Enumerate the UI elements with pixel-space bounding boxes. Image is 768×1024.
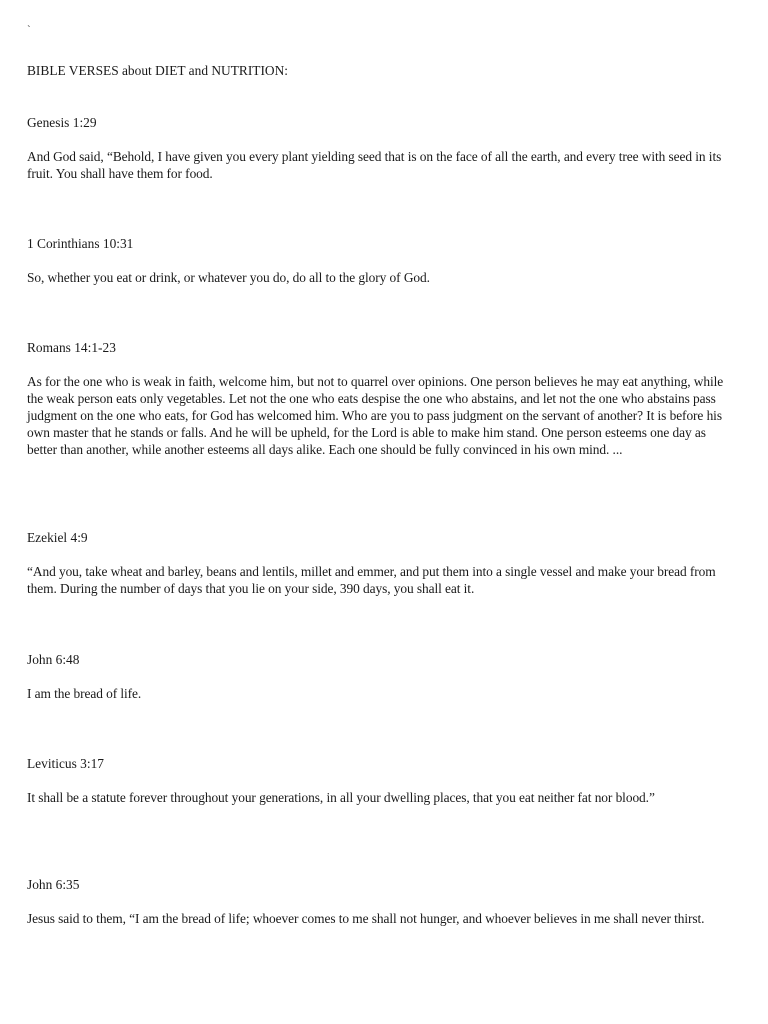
verse-reference: 1 Corinthians 10:31 xyxy=(27,236,134,251)
verse-reference: Ezekiel 4:9 xyxy=(27,530,88,545)
verse-text: “And you, take wheat and barley, beans and lentils, millet and emmer, and put them into a single vessel and make your bread from them. During the number of days that you lie on your side, 390 days, you shall eat it. xyxy=(27,564,716,596)
verse-reference: Romans 14:1-23 xyxy=(27,340,116,355)
verse-block xyxy=(27,114,739,182)
verse-text: As for the one who is weak in faith, welcome him, but not to quarrel over opinions. One person believes he may eat anything, while the weak person eats only vegetables. Let not the one who eats despise the one who abstains, and let not the one who abstains pass judgment on the one who eats, for God has welcomed him. Who are you to pass judgment on the servant of another? It is before his own master that he stands or falls. And he will be upheld, for the Lord is able to make him stand. One person esteems one day as better than another, while another esteems all days alike. Each one should be fully convinced in his own mind. ... xyxy=(27,374,724,457)
verse-reference: John 6:48 xyxy=(27,652,80,667)
verse-text: And God said, “Behold, I have given you every plant yielding seed that is on the face of all the earth, and every tree with seed in its fruit. You shall have them for food. xyxy=(27,149,722,181)
verse-block xyxy=(27,235,739,286)
verse-block xyxy=(27,529,739,597)
verse-text: So, whether you eat or drink, or whatever you do, do all to the glory of God. xyxy=(27,270,430,285)
verse-block xyxy=(27,651,739,702)
verse-reference: Genesis 1:29 xyxy=(27,115,97,130)
verse-text: I am the bread of life. xyxy=(27,686,142,701)
verse-reference: John 6:35 xyxy=(27,877,80,892)
stray-mark: ` xyxy=(27,24,31,36)
verse-text: It shall be a statute forever throughout your generations, in all your dwelling places, that you eat neither fat nor blood.” xyxy=(27,790,655,805)
verse-block xyxy=(27,755,739,806)
document-title: BIBLE VERSES about DIET and NUTRITION: xyxy=(27,63,288,78)
verse-block xyxy=(27,339,739,458)
verse-text: Jesus said to them, “I am the bread of life; whoever comes to me shall not hunger, and whoever believes in me shall never thirst. xyxy=(27,911,705,926)
verse-reference: Leviticus 3:17 xyxy=(27,756,104,771)
verse-block xyxy=(27,876,739,927)
